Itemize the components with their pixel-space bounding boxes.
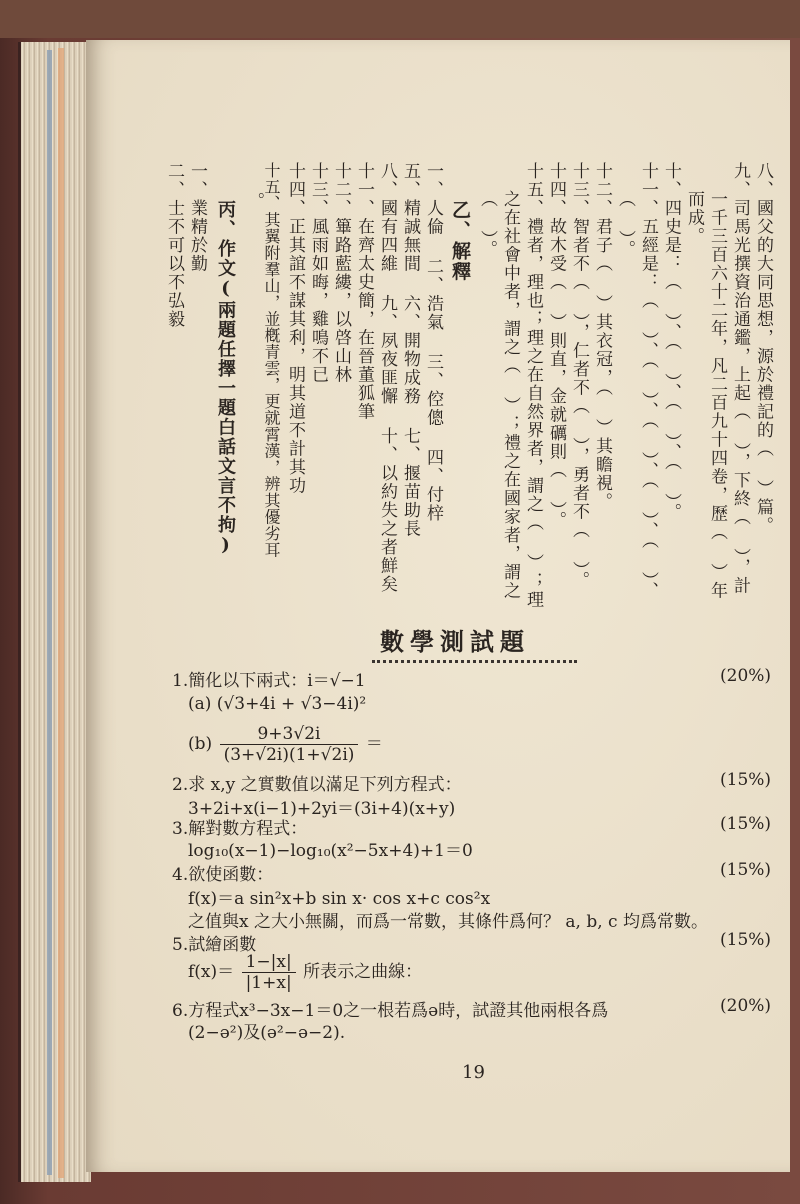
chinese-column: 十二、君子（ ）其衣冠，（ ）其瞻視。 bbox=[592, 162, 612, 511]
chinese-column: 十五、禮者，理也；理之在自然界者，謂之（ ）；理 bbox=[523, 162, 543, 609]
question-2-equation: 3+2i+x(i−1)+2yi＝(3i+4)(x+y) bbox=[188, 799, 456, 819]
question-5: 5.試繪函數 bbox=[172, 935, 257, 955]
question-4-condition: 之值與x 之大小無關，而爲一常數，其條件爲何？ a, b, c 均爲常數。 bbox=[188, 912, 708, 932]
question-6-weight: (20%) bbox=[720, 996, 772, 1016]
question-4: 4.欲使函數： bbox=[172, 865, 274, 885]
chinese-column: 一、業精於勤 bbox=[187, 162, 207, 273]
q1b-fraction bbox=[220, 724, 359, 765]
chinese-column: 十、四史是：（ ）、（ ）、（ ）、（ ）。 bbox=[661, 162, 681, 522]
question-1-weight: (20%) bbox=[720, 666, 772, 686]
section-heading: 乙、解釋 bbox=[449, 200, 471, 282]
chinese-column: （ ）。 bbox=[615, 190, 635, 259]
math-title: 數學測試題 bbox=[380, 627, 530, 656]
question-6: 6.方程式x³−3x−1＝0之一根若爲ə時，試證其他兩根各爲 bbox=[172, 1001, 609, 1021]
question-4-weight: (15%) bbox=[720, 860, 772, 880]
q5-fraction bbox=[242, 952, 296, 993]
chinese-column: 之在社會中者，謂之（ ）；禮之在國家者，謂之 bbox=[500, 190, 520, 600]
q1b-numerator: 9+3√2i bbox=[220, 724, 359, 745]
question-3-equation: log₁₀(x−1)−log₁₀(x²−5x+4)+1＝0 bbox=[188, 841, 473, 861]
q5-numerator: 1−|x| bbox=[242, 952, 296, 973]
title-underline bbox=[372, 652, 577, 663]
q5-lhs: f(x)＝ bbox=[188, 962, 235, 982]
chinese-column: 八、國有四維 九、夙夜匪懈 十、以約失之者鮮矣 bbox=[377, 162, 397, 594]
question-5-weight: (15%) bbox=[720, 930, 772, 950]
question-5-equation bbox=[188, 952, 422, 993]
chinese-column: 十三、智者不（ ），仁者不（ ），勇者不（ ）。 bbox=[569, 162, 589, 590]
question-2-weight: (15%) bbox=[720, 770, 772, 790]
question-2: 2.求 x,y 之實數值以滿足下列方程式： bbox=[172, 775, 462, 795]
q1b-label: (b) bbox=[188, 734, 213, 754]
chinese-column: 十一、在齊太史簡，在晉董狐筆 bbox=[354, 162, 374, 421]
chinese-column: 十四、故木受（ ）則直，金就礪則（ ）。 bbox=[546, 162, 566, 530]
question-3: 3.解對數方程式： bbox=[172, 819, 308, 839]
q5-denominator: |1+x| bbox=[245, 973, 292, 993]
chinese-column: 一、人倫 二、浩氣 三、倥傯 四、付梓 bbox=[423, 162, 443, 523]
question-1a: (a) (√3+4i + √3−4i)² bbox=[188, 694, 367, 714]
q1b-equals: ＝ bbox=[365, 734, 383, 754]
chinese-column: 八、國父的大同思想，源於禮記的（ ）篇。 bbox=[753, 162, 773, 535]
q5-rhs: 所表示之曲線： bbox=[303, 962, 423, 982]
question-3-weight: (15%) bbox=[720, 814, 772, 834]
chinese-column: 。 bbox=[244, 192, 264, 211]
chinese-column: 五、精誠無間 六、開物成務 七、揠苗助長 bbox=[400, 162, 420, 538]
page-edge-orange-strip bbox=[58, 48, 64, 1178]
q1b-denominator: (3+√2i)(1+√2i) bbox=[223, 745, 355, 765]
chinese-column: 十四、正其誼不謀其利，明其道不計其功 bbox=[285, 162, 305, 495]
chinese-column: （ ）。 bbox=[477, 190, 497, 259]
page-number: 19 bbox=[462, 1062, 485, 1083]
chinese-column: 而成。 bbox=[684, 190, 704, 246]
chinese-column: 十五、其翼附羣山，並槪青雲，更就霄漢，辨其優劣耳 bbox=[262, 162, 281, 558]
question-1b bbox=[188, 724, 383, 765]
chinese-column: 二、士不可以不弘毅 bbox=[164, 162, 184, 329]
chinese-column: 十三、風雨如晦，雞鳴不已 bbox=[308, 162, 328, 384]
page-edges bbox=[18, 42, 91, 1182]
question-1: 1.簡化以下兩式：i＝√−1 bbox=[172, 671, 366, 691]
question-4-equation: f(x)＝a sin²x+b sin x· cos x+c cos²x bbox=[188, 889, 491, 909]
chinese-column: 九、司馬光撰資治通鑑，上起（ ），下終（ ），計 bbox=[730, 162, 750, 595]
chinese-column: 十二、篳路藍縷，以啓山林 bbox=[331, 162, 351, 384]
section-heading: 丙、作文(兩題任擇一題白話文言不拘) bbox=[215, 200, 236, 557]
chinese-column: 十一、五經是：（ ）、（ ）、（ ）、（ ）、（ ）、 bbox=[638, 162, 658, 600]
chinese-column: 一千三百六十二年，凡二百九十四卷，歷（ ）年 bbox=[707, 190, 727, 600]
page-edge-blue-strip bbox=[47, 50, 52, 1175]
question-6-continuation: (2−ə²)及(ə²−ə−2). bbox=[188, 1023, 346, 1043]
